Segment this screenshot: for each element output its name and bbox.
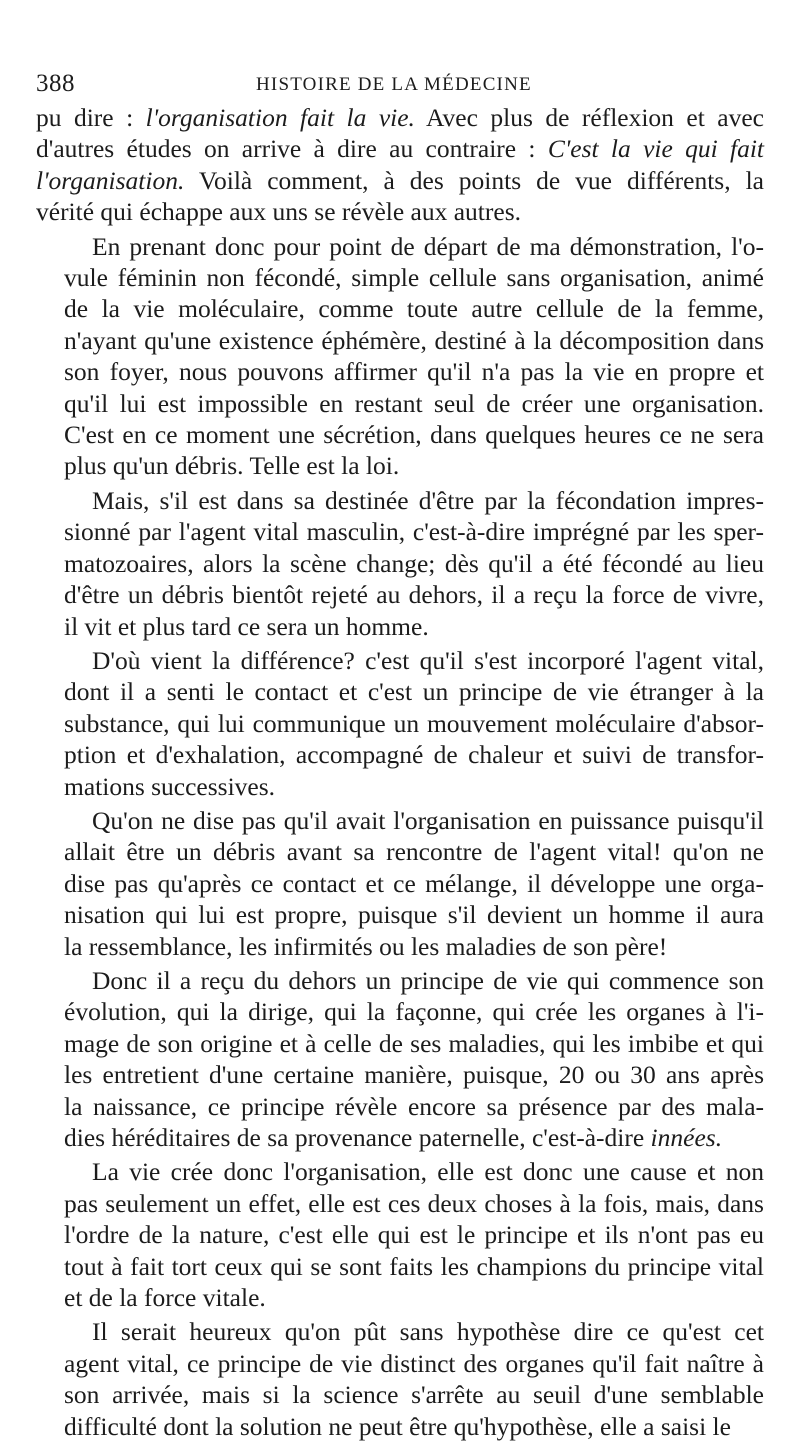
text-line — [36, 133, 764, 164]
text-line — [36, 931, 764, 962]
text-segment: la ressemblance, les infirmités ou les maladies de son père! — [64, 931, 668, 961]
text-line — [36, 965, 764, 996]
text-line — [36, 579, 764, 610]
text-line — [36, 388, 764, 419]
text-segment: Voilà comment, à des points de vue différents, la — [184, 165, 764, 195]
text-segment: sionné par l'agent vital masculin, c'est-à-dire imprégné par les sper- — [64, 517, 764, 547]
text-line — [36, 325, 764, 356]
text-segment: mage de son origine et à celle de ses maladies, qui les imbibe et qui — [64, 1028, 764, 1058]
paragraph — [36, 965, 764, 1153]
text-line — [36, 293, 764, 324]
text-line — [36, 485, 764, 516]
text-segment: qu'il lui est impossible en restant seul de créer une organisation. — [64, 388, 764, 418]
text-line — [36, 645, 764, 676]
paragraph — [36, 1316, 764, 1442]
text-line — [36, 516, 764, 547]
text-segment: d'autres études on arrive à dire au contraire : — [36, 134, 548, 164]
running-title: HISTOIRE DE LA MÉDECINE — [256, 74, 532, 95]
text-line — [36, 805, 764, 836]
text-segment: pas seulement un effet, elle est ces deux choses à la fois, mais, dans — [64, 1188, 764, 1218]
text-segment: n'ayant qu'une existence éphémère, destiné à la décomposition dans — [64, 325, 764, 355]
text-segment: Qu'on ne dise pas qu'il avait l'organisation en puissance puisqu'il — [92, 805, 764, 835]
text-segment: ption et d'exhalation, accompagné de chaleur et suivi de transfor- — [64, 740, 764, 770]
italic-text: l'organisation fait la vie. — [145, 103, 415, 132]
text-segment: matozoaires, alors la scène change; dès qu'il a été fécondé au lieu — [64, 548, 764, 578]
text-segment: difficulté dont la solution ne peut être qu'hypothèse, elle a saisi le — [64, 1411, 731, 1441]
text-segment: Donc il a reçu du dehors un principe de vie qui commence son — [92, 965, 764, 995]
paragraph — [36, 645, 764, 802]
text-line — [36, 1028, 764, 1059]
text-line — [36, 676, 764, 707]
body-text — [36, 102, 764, 1442]
text-line — [36, 1122, 764, 1153]
text-line — [36, 611, 764, 642]
paragraph — [36, 485, 764, 642]
text-line — [36, 548, 764, 579]
text-line — [36, 102, 764, 133]
text-line — [36, 231, 764, 262]
text-line — [36, 899, 764, 930]
text-line — [36, 1188, 764, 1219]
paragraph — [36, 805, 764, 962]
text-segment: nisation qui lui est propre, puisque s'il devient un homme il aura — [64, 900, 764, 930]
text-line — [36, 1219, 764, 1250]
text-line — [36, 868, 764, 899]
text-line — [36, 262, 764, 293]
text-line — [36, 1251, 764, 1282]
text-segment: les entretient d'une certaine manière, puisque, 20 ou 30 ans après — [64, 1060, 764, 1090]
text-segment: et de la force vitale. — [64, 1283, 266, 1313]
text-line — [36, 1316, 764, 1347]
text-line — [36, 1282, 764, 1313]
text-segment: tout à fait tort ceux qui se sont faits les champions du principe vital — [64, 1251, 764, 1281]
text-line — [36, 356, 764, 387]
text-segment: substance, qui lui communique un mouvement moléculaire d'absor- — [64, 708, 764, 738]
page-header — [36, 62, 764, 102]
italic-text: l'organisation. — [36, 165, 185, 195]
text-line — [36, 996, 764, 1027]
text-segment: dise pas qu'après ce contact et ce mélange, il développe une orga- — [64, 868, 764, 898]
text-line — [36, 1348, 764, 1379]
paragraph — [36, 102, 764, 228]
text-line — [36, 1156, 764, 1187]
text-segment: La vie crée donc l'organisation, elle est donc une cause et non — [92, 1157, 764, 1187]
italic-text: C'est la vie qui fait — [547, 134, 764, 164]
text-line — [36, 771, 764, 802]
text-line — [36, 1411, 764, 1442]
text-line — [36, 1059, 764, 1090]
text-segment: mations successives. — [64, 771, 276, 801]
text-line — [36, 708, 764, 739]
text-segment: dies héréditaires de sa provenance paternelle, c'est-à-dire — [64, 1123, 651, 1152]
text-line — [36, 1091, 764, 1122]
text-line — [36, 165, 764, 196]
text-segment: plus qu'un débris. Telle est la loi. — [64, 451, 400, 481]
text-segment: allait être un débris avant sa rencontre de l'agent vital! qu'on ne — [64, 837, 764, 867]
text-segment: dont il a senti le contact et c'est un principe de vie étranger à la — [64, 677, 764, 707]
text-segment: l'ordre de la nature, c'est elle qui est le principe et ils n'ont pas eu — [64, 1220, 764, 1250]
text-segment: vérité qui échappe aux uns se révèle aux autres. — [36, 197, 521, 227]
text-line — [36, 450, 764, 481]
paragraph — [36, 231, 764, 482]
text-line — [36, 196, 764, 227]
text-segment: évolution, qui la dirige, qui la façonne, qui crée les organes à l'i- — [64, 997, 764, 1027]
text-segment: son arrivée, mais si la science s'arrête au seuil d'une semblable — [64, 1380, 764, 1410]
page-number: 388 — [36, 70, 75, 97]
text-segment: d'être un débris bientôt rejeté au dehors, il a reçu la force de vivre, — [64, 580, 764, 610]
text-segment: vule féminin non fécondé, simple cellule sans organisation, animé — [64, 263, 764, 293]
text-segment: il vit et plus tard ce sera un homme. — [64, 611, 429, 641]
text-segment: D'où vient la différence? c'est qu'il s'est incorporé l'agent vital, — [92, 645, 764, 675]
text-line — [36, 836, 764, 867]
text-segment: C'est en ce moment une sécrétion, dans quelques heures ce ne sera — [64, 420, 764, 450]
text-segment: En prenant donc pour point de départ de ma démonstration, l'o- — [92, 231, 764, 261]
paragraph — [36, 1156, 764, 1313]
text-segment: la naissance, ce principe révèle encore sa présence par des mala- — [64, 1091, 764, 1121]
text-segment: Mais, s'il est dans sa destinée d'être par la fécondation impres- — [92, 485, 764, 515]
italic-text: innées. — [650, 1123, 723, 1152]
text-line — [36, 739, 764, 770]
text-segment: agent vital, ce principe de vie distinct des organes qu'il fait naître à — [64, 1348, 764, 1378]
text-segment: pu dire : — [36, 103, 146, 132]
text-line — [36, 1379, 764, 1410]
text-segment: de la vie moléculaire, comme toute autre cellule de la femme, — [64, 294, 764, 324]
text-segment: Avec plus de réflexion et avec — [414, 103, 764, 132]
text-line — [36, 419, 764, 450]
text-segment: Il serait heureux qu'on pût sans hypothèse dire ce qu'est cet — [92, 1317, 764, 1347]
text-segment: son foyer, nous pouvons affirmer qu'il n'a pas la vie en propre et — [64, 357, 764, 387]
